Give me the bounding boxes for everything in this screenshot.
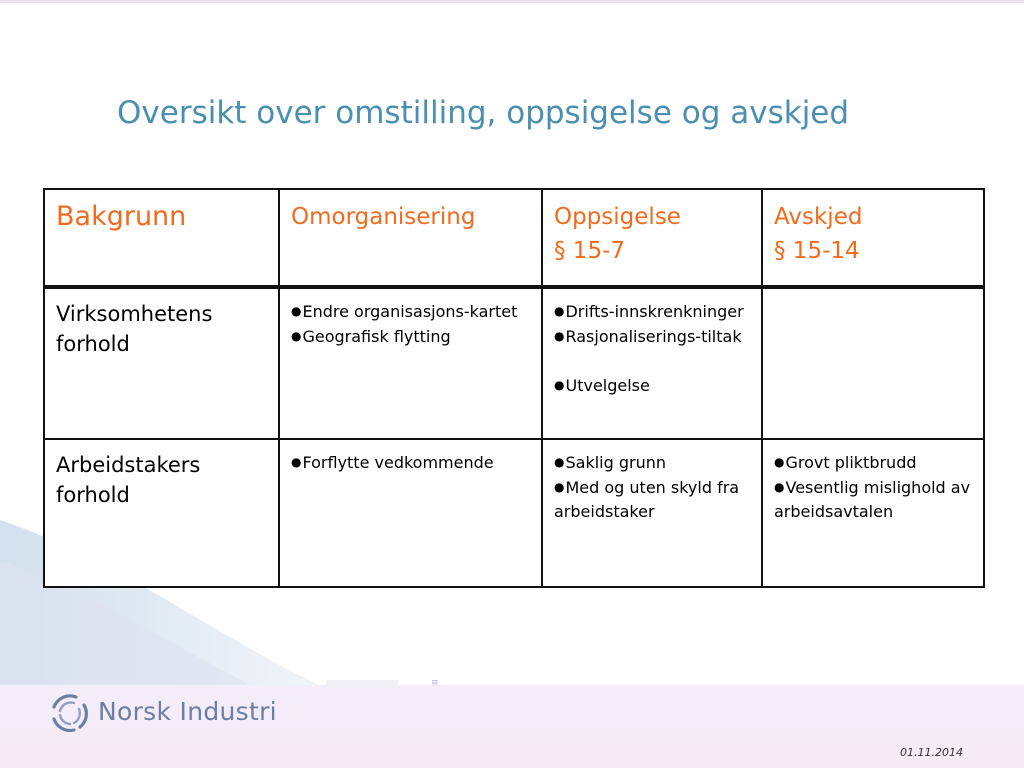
- bullet-item: ● Endre organisasjons-kartet: [291, 299, 531, 324]
- bullet-list: [291, 299, 531, 349]
- bullet-item: ● Utvelgelse: [554, 373, 751, 398]
- bullet-item: ● Grovt pliktbrudd: [774, 450, 973, 475]
- bullet-item: ● Vesentlig mislighold av arbeidsavtalen: [774, 475, 973, 524]
- bullet-item: ● Forflytte vedkommende: [291, 450, 531, 475]
- table-row: [44, 287, 984, 439]
- bullet-item: ● Drifts-innskrenkninger: [554, 299, 751, 324]
- header-cell-avskjed: [762, 189, 984, 287]
- row-label: Virksomhetens forhold: [56, 302, 213, 356]
- header-avskjed-paragraph: § 15-14: [774, 238, 860, 264]
- header-avskjed: Avskjed: [774, 204, 863, 230]
- omorganisering-cell: [279, 439, 542, 587]
- bullet-item: ● Geografisk flytting: [291, 324, 531, 349]
- bullet-item: ● Saklig grunn: [554, 450, 751, 475]
- header-cell-bakgrunn: [44, 189, 279, 287]
- omorganisering-cell: [279, 287, 542, 439]
- header-omorganisering: Omorganisering: [291, 204, 476, 230]
- header-cell-omorganisering: [279, 189, 542, 287]
- bullet-item: ● Rasjonaliserings-tiltak: [554, 324, 751, 349]
- table-header-row: [44, 189, 984, 287]
- decorative-mark: ≡: [431, 678, 439, 688]
- logo-text: Norsk Industri: [98, 697, 277, 726]
- header-oppsigelse-paragraph: § 15-7: [554, 238, 626, 264]
- oppsigelse-cell: [542, 287, 762, 439]
- row-label-cell: [44, 287, 279, 439]
- comparison-table: [43, 188, 985, 588]
- decorative-smudge: [326, 680, 398, 688]
- avskjed-cell: [762, 439, 984, 587]
- avskjed-cell-empty: [762, 287, 984, 439]
- slide-title: Oversikt over omstilling, oppsigelse og avskjed: [117, 95, 850, 131]
- bullet-list: [554, 450, 751, 524]
- oppsigelse-cell: [542, 439, 762, 587]
- header-bakgrunn: Bakgrunn: [56, 201, 187, 232]
- header-oppsigelse: Oppsigelse: [554, 204, 681, 230]
- bullet-list: [554, 299, 751, 398]
- bullet-list: [291, 450, 531, 475]
- table-row: [44, 439, 984, 587]
- row-label: Arbeidstakers forhold: [56, 453, 201, 507]
- row-label-cell: [44, 439, 279, 587]
- bullet-list: [774, 450, 973, 524]
- bullet-item: ● Med og uten skyld fra arbeidstaker: [554, 475, 751, 524]
- footer-date: 01.11.2014: [900, 746, 963, 759]
- header-cell-oppsigelse: [542, 189, 762, 287]
